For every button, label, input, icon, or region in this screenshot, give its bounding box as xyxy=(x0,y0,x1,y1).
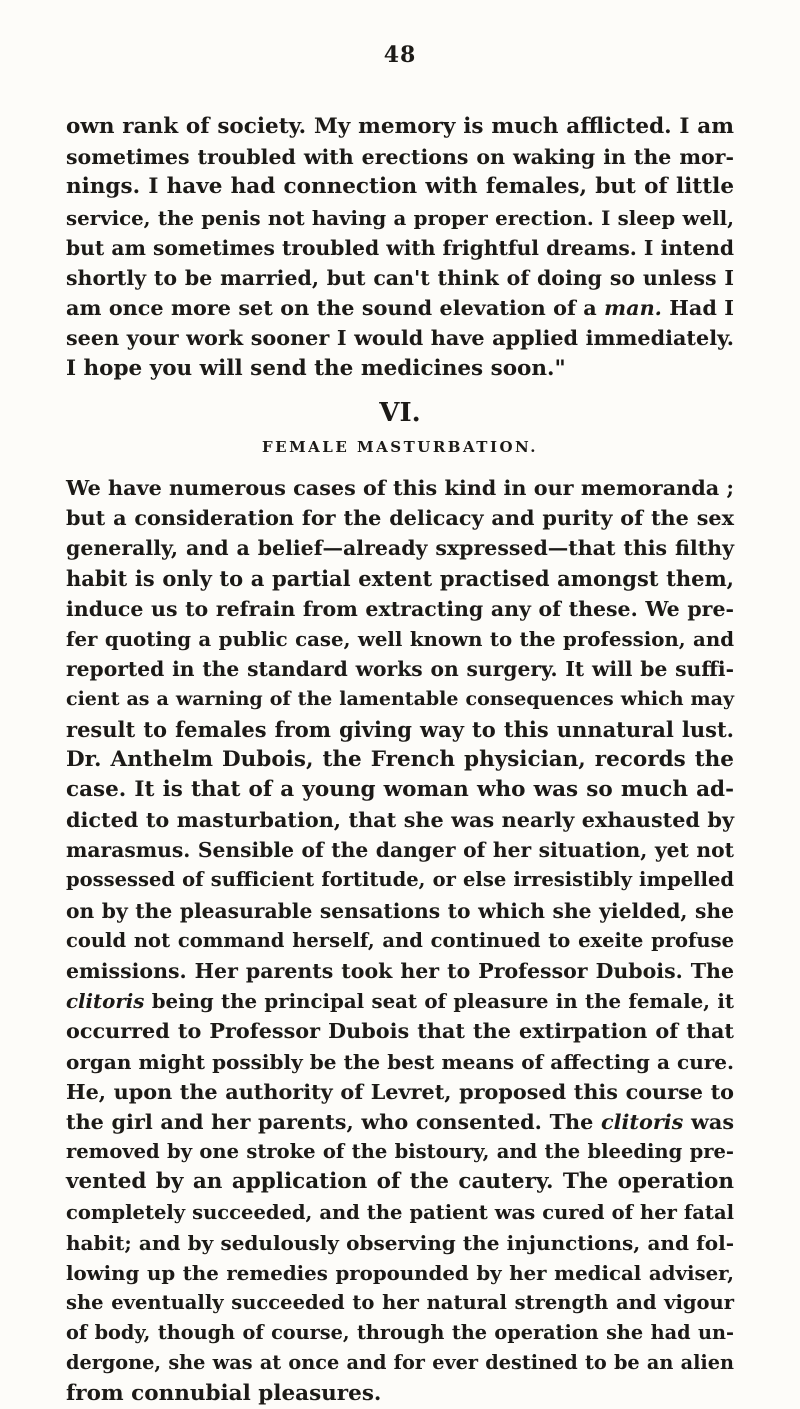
text-line: reported in the standard works on surgery. It will be suffi- xyxy=(66,657,734,682)
text-line: case. It is that of a young woman who was so much ad- xyxy=(66,776,734,802)
text-segment: the girl and her parents, who consented. The xyxy=(66,1109,601,1134)
text-line: fer quoting a public case, well known to the profession, and xyxy=(66,626,734,651)
text-line: nings. I have had connection with females, but of little xyxy=(66,174,734,200)
text-segment: was xyxy=(683,1109,734,1134)
text-line: result to females from giving way to this unnatural lust. xyxy=(66,716,734,742)
text-line: I hope you will send the medicines soon." xyxy=(66,355,566,381)
text-segment: am once more set on the sound elevation of a xyxy=(66,296,605,321)
paragraph-letter-end xyxy=(66,112,734,384)
italic-word: clitoris xyxy=(66,989,145,1014)
text-line: habit; and by sedulously observing the injunctions, and fol- xyxy=(66,1230,734,1255)
text-line: of body, though of course, through the operation she had un- xyxy=(66,1321,734,1345)
text-line: generally, and a belief—already sxpressed—that this filthy xyxy=(66,536,734,561)
section-title: FEMALE MASTURBATION. xyxy=(261,438,539,456)
text-line: on by the pleasurable sensations to which she yielded, she xyxy=(66,898,734,923)
text-line: dergone, she was at once and for ever destined to be an alien xyxy=(66,1351,734,1375)
text-line: she eventually succeeded to her natural strength and vigour xyxy=(66,1291,734,1315)
italic-word: clitoris xyxy=(601,1109,684,1134)
text-line: induce us to refrain from extracting any of these. We pre- xyxy=(66,596,734,621)
text-line: He, upon the authority of Levret, proposed this course to xyxy=(66,1079,734,1104)
text-line xyxy=(66,293,734,323)
text-line: Dr. Anthelm Dubois, the French physician, records the xyxy=(66,746,734,772)
text-line xyxy=(66,1107,734,1137)
text-line: own rank of society. My memory is much afflicted. I am xyxy=(66,114,734,139)
text-line: seen your work sooner I would have applied immediately. xyxy=(66,326,734,351)
text-line xyxy=(66,986,734,1016)
text-line: emissions. Her parents took her to Professor Dubois. The xyxy=(66,959,734,983)
text-line: marasmus. Sensible of the danger of her situation, yet not xyxy=(66,838,734,863)
text-line: habit is only to a partial extent practised amongst them, xyxy=(66,565,734,591)
text-line: removed by one stroke of the bistoury, and the bleeding pre- xyxy=(66,1140,734,1164)
text-line: dicted to masturbation, that she was nearly exhausted by xyxy=(66,808,734,833)
page-number: 48 xyxy=(383,42,417,68)
text-line: but a consideration for the delicacy and purity of the sex xyxy=(66,506,734,531)
text-line: We have numerous cases of this kind in our memoranda ; xyxy=(66,476,735,500)
text-segment: being the principal seat of pleasure in the female, it xyxy=(151,989,734,1014)
text-line: occurred to Professor Dubois that the extirpation of that xyxy=(66,1019,734,1044)
text-line: cient as a warning of the lamentable consequences which may xyxy=(66,688,734,711)
section-number: VI. xyxy=(379,398,421,428)
text-line: could not command herself, and continued to exeite profuse xyxy=(66,928,734,952)
text-line: shortly to be married, but can't think of doing so unless I xyxy=(66,265,734,290)
text-line: from connubial pleasures. xyxy=(66,1380,382,1406)
text-line: vented by an application of the cautery. The operation xyxy=(66,1169,734,1195)
text-segment: Had I xyxy=(661,296,734,321)
paragraph-female-masturbation xyxy=(66,473,734,1409)
text-line: service, the penis not having a proper erection. I sleep well, xyxy=(66,205,734,230)
text-line: completely succeeded, and the patient was cured of her fatal xyxy=(66,1200,734,1224)
text-line: lowing up the remedies propounded by her medical adviser, xyxy=(66,1260,734,1285)
text-line: but am sometimes troubled with frightful dreams. I intend xyxy=(66,235,734,260)
text-line: organ might possibly be the best means of affecting a cure. xyxy=(66,1049,734,1074)
text-line: possessed of sufficient fortitude, or else irresistibly impelled xyxy=(66,868,734,892)
text-line: sometimes troubled with erections on waking in the mor- xyxy=(66,145,734,170)
italic-word: man. xyxy=(604,296,662,321)
